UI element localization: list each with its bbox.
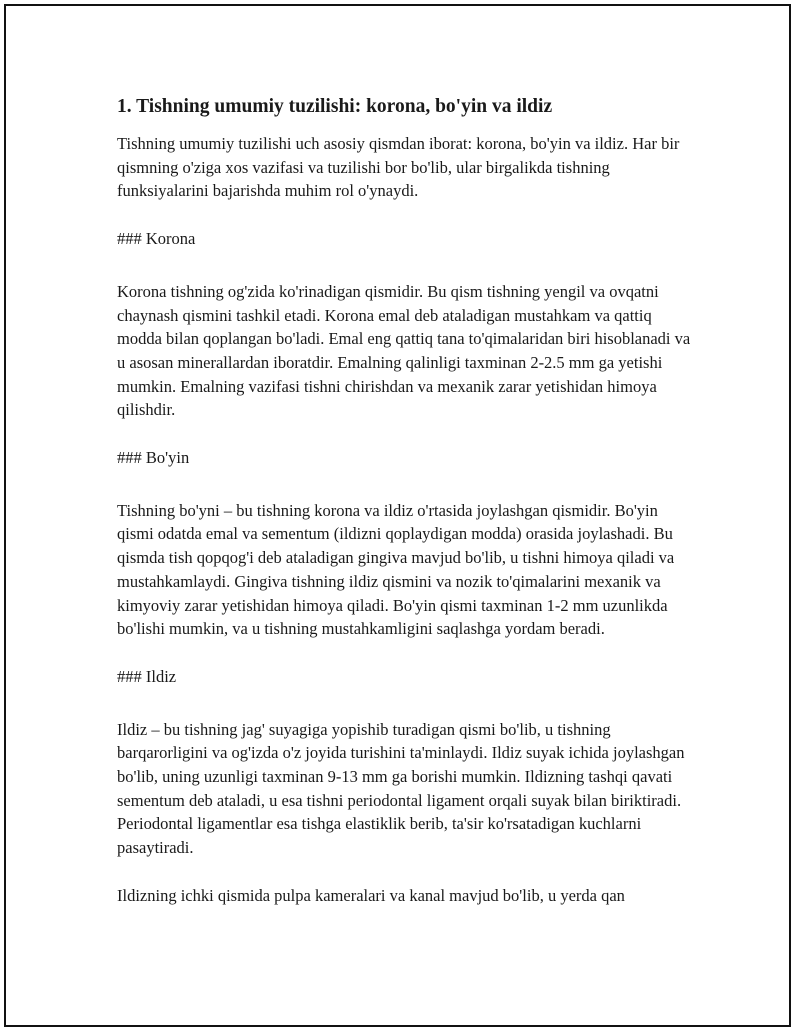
document-title: 1. Tishning umumiy tuzilishi: korona, bo'yin va ildiz — [117, 96, 553, 117]
intro-paragraph: Tishning umumiy tuzilishi uch asosiy qismdan iborat: korona, bo'yin va ildiz. Har bir qismning o'ziga xos vazifasi va tuzilishi bor bo'lib, ular birgalikda tishning funksiyalarini bajarishda muhim rol o'ynaydi. — [117, 134, 680, 201]
section-heading-korona: ### Korona — [117, 229, 196, 249]
korona-paragraph: Korona tishning og'zida ko'rinadigan qismidir. Bu qism tishning yengil va ovqatni chaynash qismini tashkil etadi. Korona emal deb ataladigan mustahkam va qattiq modda bilan qoplangan bo'ladi. Emal eng qattiq tana to'qimalaridan biri hisoblanadi va u asosan minerallardan iboratdir. Emalning qalinligi taxminan 2-2.5 mm ga yetishi mumkin. Emalning vazifasi tishni chirishdan va mexanik zarar yetishidan himoya qilishdir. — [117, 281, 691, 420]
document-body — [117, 94, 697, 932]
ildiz-inner-paragraph: Ildizning ichki qismida pulpa kameralari va kanal mavjud bo'lib, u yerda qan — [117, 885, 625, 905]
section-heading-ildiz: ### Ildiz — [117, 666, 177, 686]
boyin-paragraph: Tishning bo'yni – bu tishning korona va ildiz o'rtasida joylashgan qismidir. Bo'yin qismi odatda emal va sementum (ildizni qoplaydigan modda) orasida joylashadi. Bu qismda tish qopqog'i deb ataladigan gingiva mavjud bo'lib, u tishni himoya qiladi va mustahkamlaydi. Gingiva tishning ildiz qismini va nozik to'qimalarini mexanik va kimyoviy zarar yetishidan himoya qiladi. Bo'yin qismi taxminan 1-2 mm uzunlikda bo'lishi mumkin, va u tishning mustahkamligini saqlashga yordam beradi. — [117, 500, 675, 639]
ildiz-paragraph: Ildiz – bu tishning jag' suyagiga yopishib turadigan qismi bo'lib, u tishning barqarorligini va og'izda o'z joyida turishini ta'minlaydi. Ildiz suyak ichida joylashgan bo'lib, uning uzunligi taxminan 9-13 mm ga borishi mumkin. Ildizning tashqi qavati sementum deb ataladi, u esa tishni periodontal ligament orqali suyak bilan biriktiradi. Periodontal ligamentlar esa tishga elastiklik berib, ta'sir ko'rsatadigan kuchlarni pasaytiradi. — [117, 719, 685, 858]
section-heading-boyin: ### Bo'yin — [117, 448, 190, 468]
